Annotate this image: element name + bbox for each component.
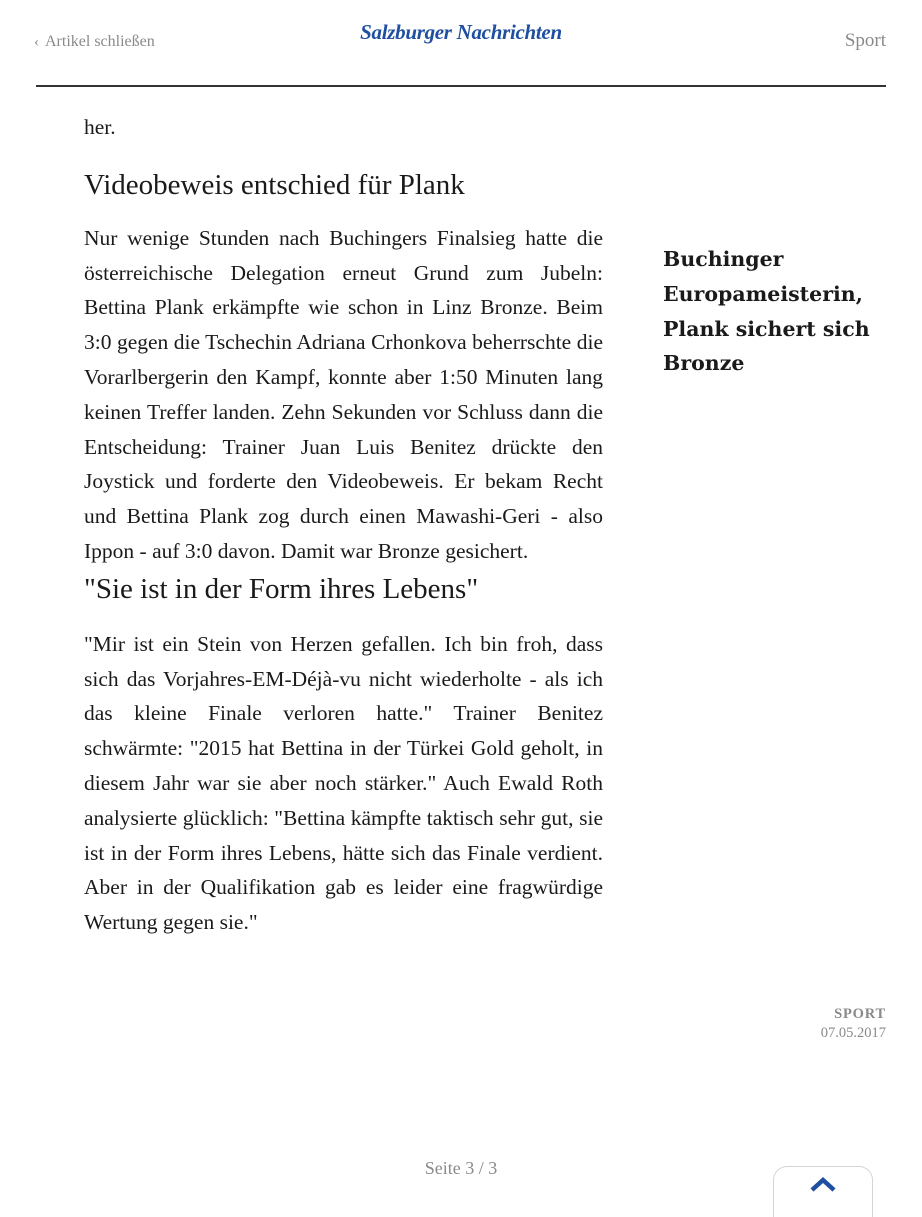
section-label[interactable]: Sport	[844, 30, 886, 51]
page-indicator: Seite 3 / 3	[424, 1158, 498, 1178]
publish-date: 07.05.2017	[820, 1025, 886, 1041]
chevron-up-icon	[810, 1176, 836, 1192]
close-article-label: Artikel schließen	[45, 33, 155, 50]
header-divider	[36, 85, 886, 87]
paragraph-quotes: "Mir ist ein Stein von Herzen gefallen. Ich bin froh, dass sich das Vorjahres-EM-Déjà-vu nicht wiederholte - als ich das kleine Finale verloren hatte." Trainer Benitez schwärmte: "2015 hat Bettina in der Türkei Gold geholt, in diesem Jahr war sie aber noch stärker." Auch Ewald Roth analysierte glücklich: "Bettina kämpfte taktisch sehr gut, sie ist in der Form ihres Lebens, hätte sich das Finale verdient. Aber in der Qualifikation gab es leider eine fragwürdige Wertung gegen sie."	[84, 631, 603, 935]
text-fragment: her.	[84, 115, 116, 139]
article-body	[84, 110, 603, 940]
paragraph-plank-bronze: Nur wenige Stunden nach Buchingers Finalsieg hatte die österreichische Delegation erneut Grund zum Jubeln: Bettina Plank erkämpfte wie schon in Linz Bronze. Beim 3:0 gegen die Tschechin Adriana Crhonkova beherrschte die Vorarlbergerin den Kampf, konnte aber 1:50 Minuten lang keinen Treffer landen. Zehn Sekunden vor Schluss dann die Entscheidung: Trainer Juan Luis Benitez drückte den Joystick und forderte den Videobeweis. Er bekam Recht und Bettina Plank zog durch einen Mawashi-Geri - also Ippon - auf 3:0 davon. Damit war Bronze gesichert.	[84, 225, 603, 563]
scroll-to-top-button[interactable]	[773, 1166, 873, 1217]
newspaper-logo[interactable]: Salzburger Nachrichten	[360, 20, 562, 44]
subheading-form-des-lebens: "Sie ist in der Form ihres Lebens"	[84, 572, 479, 605]
article-title-sidebar: Buchinger Europameisterin, Plank sichert sich Bronze	[663, 247, 870, 376]
top-bar	[0, 0, 922, 86]
category-label: SPORT	[834, 1006, 886, 1022]
article-meta	[821, 1006, 886, 1042]
subheading-videobeweis: Videobeweis entschied für Plank	[84, 168, 465, 201]
chevron-left-icon: ‹	[34, 33, 39, 50]
